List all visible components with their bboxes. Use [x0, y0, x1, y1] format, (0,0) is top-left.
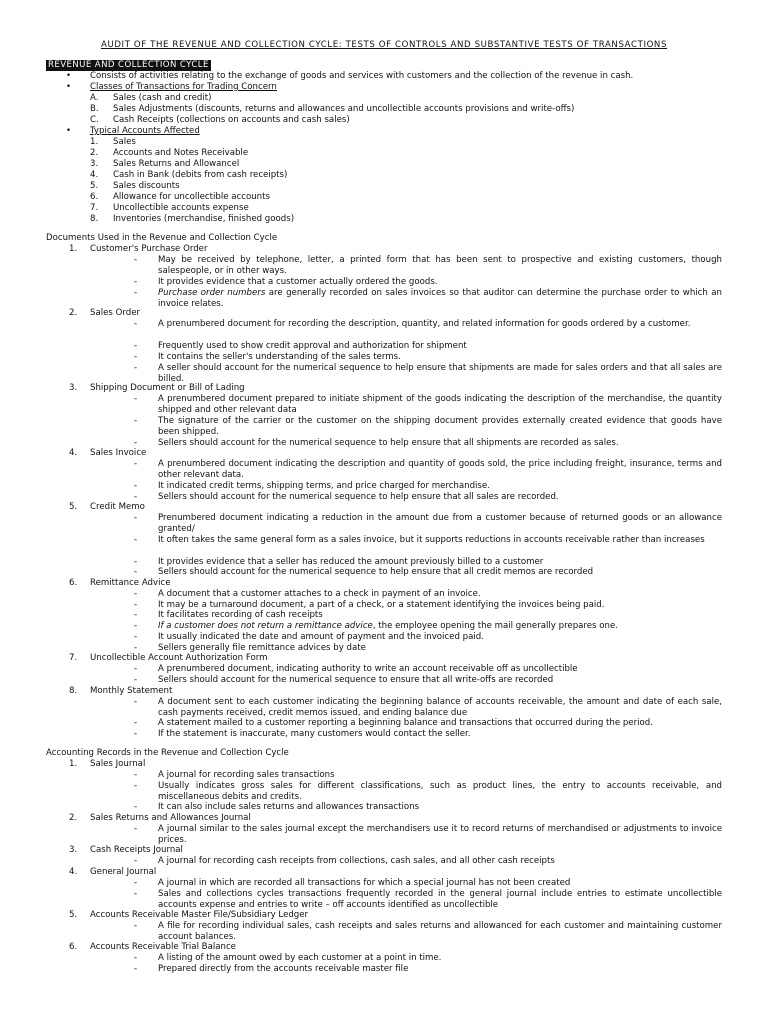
- class-number: A.: [90, 93, 99, 103]
- dash-icon: -: [134, 255, 138, 265]
- record-detail: A journal similar to the sales journal except the merchandisers use it to record returns of merchandised or adjustments to invoice prices.: [158, 824, 722, 845]
- class-item: Sales Adjustments (discounts, returns and allowances and uncollectible accounts provisions and write-offs): [113, 104, 575, 114]
- doc-detail: May be received by telephone, letter, a printed form that has been sent to prospective and existing customers, though salespeople, or in other ways.: [158, 255, 722, 276]
- doc-detail: A prenumbered document prepared to initiate shipment of the goods indicating the description of the merchandise, the quantity shipped and other relevant data: [158, 394, 722, 415]
- dash-icon: -: [134, 481, 138, 491]
- doc-detail: The signature of the carrier or the customer on the shipping document provides externally created evidence that goods have been shipped.: [158, 416, 722, 437]
- dash-icon: -: [134, 675, 138, 685]
- section-header: REVENUE AND COLLECTION CYCLE: [48, 60, 209, 70]
- overview-bullet-3: Typical Accounts Affected: [90, 126, 200, 136]
- account-number: 6.: [90, 192, 99, 202]
- doc-number: 7.: [69, 653, 78, 663]
- dash-icon: -: [134, 729, 138, 739]
- doc-detail: A prenumbered document indicating the description and quantity of goods sold, the price including freight, insurance, terms and other relevant data.: [158, 459, 722, 480]
- doc-detail: Sellers should account for the numerical sequence to help ensure that all shipments are recorded as sales.: [158, 438, 619, 448]
- dash-icon: -: [134, 621, 138, 631]
- doc-detail: It provides evidence that a customer actually ordered the goods.: [158, 277, 438, 287]
- account-number: 7.: [90, 203, 99, 213]
- dash-icon: -: [134, 492, 138, 502]
- record-title: Accounts Receivable Trial Balance: [90, 942, 236, 952]
- record-title: Accounts Receivable Master File/Subsidiary Ledger: [90, 910, 309, 920]
- bullet-icon: •: [66, 126, 72, 136]
- doc-detail: Sellers generally file remittance advices by date: [158, 643, 366, 653]
- class-number: B.: [90, 104, 99, 114]
- record-number: 6.: [69, 942, 78, 952]
- doc-detail: [158, 621, 618, 632]
- doc-detail-rest: are generally recorded on sales invoices so that auditor can determine the purchase order to which an invoice relates.: [158, 288, 722, 309]
- doc-detail: It may be a turnaround document, a part of a check, or a statement identifying the invoices being paid.: [158, 600, 605, 610]
- dash-icon: -: [134, 416, 138, 426]
- doc-detail: [158, 288, 722, 310]
- page-title: AUDIT OF THE REVENUE AND COLLECTION CYCLE: TESTS OF CONTROLS AND SUBSTANTIVE TESTS OF TRANSACTIONS: [100, 40, 668, 50]
- dash-icon: -: [134, 697, 138, 707]
- account-number: 4.: [90, 170, 99, 180]
- doc-detail: A prenumbered document, indicating authority to write an account receivable off as uncollectible: [158, 664, 578, 674]
- overview-bullet-2: Classes of Transactions for Trading Concern: [90, 82, 277, 92]
- account-item: Cash in Bank (debits from cash receipts): [113, 170, 288, 180]
- account-item: Sales discounts: [113, 181, 180, 191]
- dash-icon: -: [134, 341, 138, 351]
- record-title: Cash Receipts Journal: [90, 845, 183, 855]
- doc-number: 4.: [69, 448, 78, 458]
- account-number: 3.: [90, 159, 99, 169]
- dash-icon: -: [134, 664, 138, 674]
- account-number: 1.: [90, 137, 99, 147]
- doc-detail-rest: , the employee opening the mail generally prepares one.: [372, 621, 618, 631]
- dash-icon: -: [134, 632, 138, 642]
- doc-detail: A seller should account for the numerical sequence to help ensure that shipments are made for sales orders and that all sales are billed.: [158, 363, 722, 384]
- doc-number: 3.: [69, 383, 78, 393]
- dash-icon: -: [134, 513, 138, 523]
- account-item: Sales: [113, 137, 136, 147]
- account-item: Inventories (merchandise, finished goods): [113, 214, 295, 224]
- dash-icon: -: [134, 770, 138, 780]
- bullet-icon: •: [66, 71, 72, 81]
- records-heading: Accounting Records in the Revenue and Collection Cycle: [46, 748, 289, 758]
- account-number: 2.: [90, 148, 99, 158]
- dash-icon: -: [134, 643, 138, 653]
- doc-detail: If the statement is inaccurate, many customers would contact the seller.: [158, 729, 471, 739]
- doc-detail: A document sent to each customer indicating the beginning balance of accounts receivable, the amount and date of each sale, cash payments received, credit memos issued, and ending balance due: [158, 697, 722, 718]
- dash-icon: -: [134, 878, 138, 888]
- dash-icon: -: [134, 438, 138, 448]
- record-detail: A journal for recording cash receipts from collections, cash sales, and all other cash receipts: [158, 856, 555, 866]
- dash-icon: -: [134, 589, 138, 599]
- record-number: 1.: [69, 759, 78, 769]
- record-number: 4.: [69, 867, 78, 877]
- dash-icon: -: [134, 610, 138, 620]
- doc-title: Sales Order: [90, 308, 141, 318]
- overview-bullet-1: Consists of activities relating to the exchange of goods and services with customers and the collection of the revenue in cash.: [90, 71, 634, 81]
- doc-title: Remittance Advice: [90, 578, 171, 588]
- dash-icon: -: [134, 535, 138, 545]
- account-number: 5.: [90, 181, 99, 191]
- dash-icon: -: [134, 781, 138, 791]
- dash-icon: -: [134, 277, 138, 287]
- doc-detail: Sellers should account for the numerical sequence to ensure that all write-offs are recorded: [158, 675, 554, 685]
- dash-icon: -: [134, 802, 138, 812]
- record-detail: A journal for recording sales transactions: [158, 770, 335, 780]
- doc-detail: Prenumbered document indicating a reduction in the amount due from a customer because of returned goods or an allowance granted/: [158, 513, 722, 534]
- doc-detail: It usually indicated the date and amount of payment and the invoiced paid.: [158, 632, 484, 642]
- doc-detail: It provides evidence that a seller has reduced the amount previously billed to a customer: [158, 557, 544, 567]
- doc-number: 8.: [69, 686, 78, 696]
- doc-detail: It indicated credit terms, shipping terms, and price charged for merchandise.: [158, 481, 490, 491]
- record-detail: Sales and collections cycles transactions frequently recorded in the general journal include entries to estimate uncollectible accounts expense and entries to write – off accounts identified as uncollectible: [158, 889, 722, 910]
- bullet-icon: •: [66, 82, 72, 92]
- doc-number: 1.: [69, 244, 78, 254]
- record-title: General Journal: [90, 867, 157, 877]
- record-number: 2.: [69, 813, 78, 823]
- record-title: Sales Returns and Allowances Journal: [90, 813, 251, 823]
- dash-icon: -: [134, 718, 138, 728]
- doc-title: Monthly Statement: [90, 686, 173, 696]
- record-detail: Prepared directly from the accounts receivable master file: [158, 964, 409, 974]
- dash-icon: -: [134, 459, 138, 469]
- dash-icon: -: [134, 288, 138, 298]
- account-item: Uncollectible accounts expense: [113, 203, 249, 213]
- dash-icon: -: [134, 319, 138, 329]
- doc-detail: A statement mailed to a customer reporting a beginning balance and transactions that occurred during the period.: [158, 718, 653, 728]
- dash-icon: -: [134, 889, 138, 899]
- dash-icon: -: [134, 600, 138, 610]
- dash-icon: -: [134, 824, 138, 834]
- account-item: Sales Returns and Allowancel: [113, 159, 240, 169]
- dash-icon: -: [134, 363, 138, 373]
- record-detail: A listing of the amount owed by each customer at a point in time.: [158, 953, 442, 963]
- record-detail: A journal in which are recorded all transactions for which a special journal has not been created: [158, 878, 571, 888]
- class-item: Sales (cash and credit): [113, 93, 212, 103]
- doc-detail: Sellers should account for the numerical sequence to help ensure that all sales are recorded.: [158, 492, 559, 502]
- record-number: 5.: [69, 910, 78, 920]
- record-detail: A file for recording individual sales, cash receipts and sales returns and allowanced for each customer and maintaining customer account balances.: [158, 921, 722, 942]
- doc-title: Customer's Purchase Order: [90, 244, 208, 254]
- dash-icon: -: [134, 394, 138, 404]
- account-item: Allowance for uncollectible accounts: [113, 192, 270, 202]
- doc-detail: A prenumbered document for recording the description, quantity, and related information for goods ordered by a customer.: [158, 319, 691, 329]
- dash-icon: -: [134, 964, 138, 974]
- dash-icon: -: [134, 953, 138, 963]
- documents-heading: Documents Used in the Revenue and Collection Cycle: [46, 233, 278, 243]
- class-number: C.: [90, 115, 99, 125]
- doc-detail-italic: Purchase order numbers: [158, 288, 266, 298]
- doc-detail: Frequently used to show credit approval and authorization for shipment: [158, 341, 467, 351]
- doc-detail: It contains the seller's understanding of the sales terms.: [158, 352, 401, 362]
- doc-title: Uncollectible Account Authorization Form: [90, 653, 268, 663]
- doc-title: Credit Memo: [90, 502, 145, 512]
- doc-detail: A document that a customer attaches to a check in payment of an invoice.: [158, 589, 481, 599]
- dash-icon: -: [134, 557, 138, 567]
- class-item: Cash Receipts (collections on accounts and cash sales): [113, 115, 350, 125]
- doc-number: 6.: [69, 578, 78, 588]
- dash-icon: -: [134, 352, 138, 362]
- record-number: 3.: [69, 845, 78, 855]
- account-item: Accounts and Notes Receivable: [113, 148, 249, 158]
- dash-icon: -: [134, 856, 138, 866]
- doc-title: Sales Invoice: [90, 448, 147, 458]
- doc-number: 2.: [69, 308, 78, 318]
- account-number: 8.: [90, 214, 99, 224]
- doc-title: Shipping Document or Bill of Lading: [90, 383, 245, 393]
- doc-number: 5.: [69, 502, 78, 512]
- record-detail: Usually indicates gross sales for different classifications, such as product lines, the entry to accounts receivable, and miscellaneous debits and credits.: [158, 781, 722, 802]
- dash-icon: -: [134, 921, 138, 931]
- record-title: Sales Journal: [90, 759, 146, 769]
- doc-detail: It often takes the same general form as a sales invoice, but it supports reductions in accounts receivable rather than increases: [158, 535, 705, 545]
- dash-icon: -: [134, 567, 138, 577]
- doc-detail-italic: If a customer does not return a remittance advice: [158, 621, 373, 631]
- doc-detail: Sellers should account for the numerical sequence to help ensure that all credit memos are recorded: [158, 567, 594, 577]
- doc-detail: It facilitates recording of cash receipts: [158, 610, 323, 620]
- record-detail: It can also include sales returns and allowances transactions: [158, 802, 420, 812]
